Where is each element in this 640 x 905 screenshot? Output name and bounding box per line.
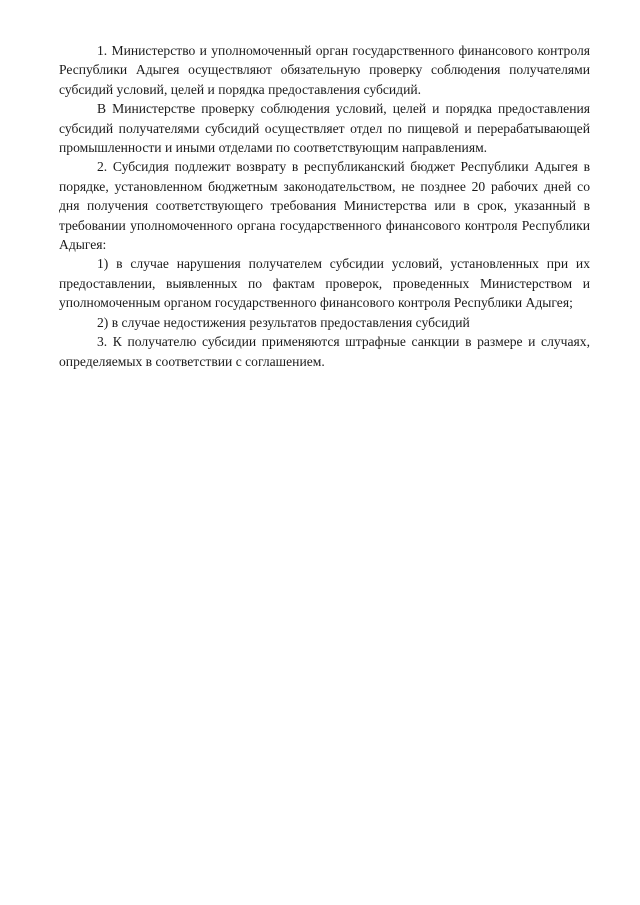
paragraph-case-results: 2) в случае недостижения результатов предоставления субсидий bbox=[97, 314, 470, 330]
paragraph-verification: 1. Министерство и уполномоченный орган государственного финансового контроля Республики Адыгея осуществляют обязательную проверку соблюдения получателями субсидий условий, целей и порядка предоставления субсидий. bbox=[59, 43, 590, 97]
paragraph-subsidy-return: 2. Субсидия подлежит возврату в республиканский бюджет Республики Адыгея в порядке, установленном бюджетным законодательством, не позднее 20 рабочих дней со дня получения соответствующего требования Министерства или в срок, указанный в требовании уполномоченного органа государственного финансового контроля Республики Адыгея: bbox=[59, 159, 590, 253]
document-page bbox=[59, 41, 590, 371]
paragraph-case-violation: 1) в случае нарушения получателем субсидии условий, установленных при их предоставлении, выявленных по фактам проверок, проведенных Министерством и уполномоченным органом государственного финансового контроля Республики Адыгея; bbox=[59, 256, 590, 311]
paragraph-penalties: 3. К получателю субсидии применяются штрафные санкции в размере и случаях, определяемых в соответствии с соглашением. bbox=[59, 334, 590, 369]
paragraph-ministry-department: В Министерстве проверку соблюдения условий, целей и порядка предоставления субсидий получателями субсидий осуществляет отдел по пищевой и перерабатывающей промышленности и иными отделами по соответствующим направлениям. bbox=[59, 101, 590, 156]
